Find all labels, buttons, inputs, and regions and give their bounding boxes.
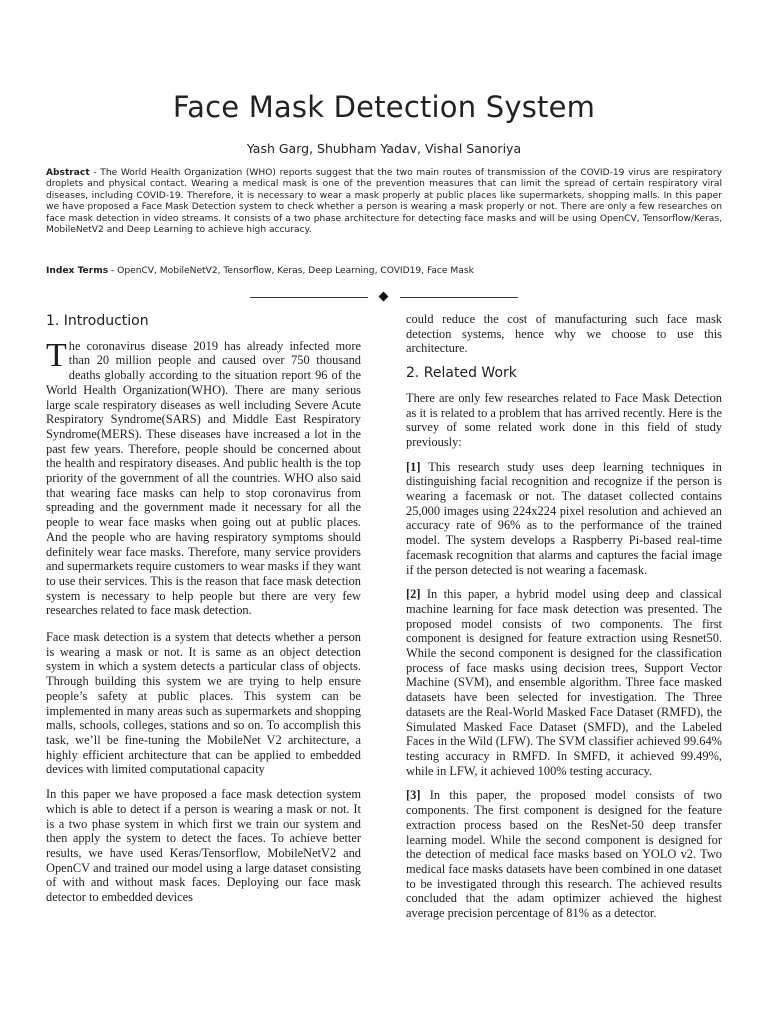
intro-paragraph-1 — [46, 336, 361, 618]
intro-continuation: could reduce the cost of manufacturing such face mask detection systems, hence why we choose to use this architecture. — [406, 312, 722, 356]
reference-1-text: This research study uses deep learning techniques in distinguishing facial recognition and recognize if the person is wearing a facemask or not. The dataset collected contains 25,000 images using 224x224 pixel resolution and achieved an accuracy rate of 96% as to the performance of the trained model. The system develops a Raspberry Pi-based real-time facemask recognition that alarms and captures the facial image if the person detected is not wearing a facemask. — [406, 459, 722, 577]
intro-paragraph-2: Face mask detection is a system that detects whether a person is wearing a mask or not. It is same as an object detection system in which a system detects a particular class of objects. Through building this system we are trying to help ensure people’s safety at public places. This system can be implemented in many areas such as supermarkets and shopping malls, schools, colleges, stations and so on. To accomplish this task, we’ll be fine-tuning the MobileNet V2 architecture, a highly efficient architecture that can be applied to embedded devices with limited computational capacity — [46, 630, 361, 777]
related-work-intro: There are only few researches related to Face Mask Detection as it is related to a problem that has arrived recently. Here is the survey of some related work done in this field of study previously: — [406, 390, 722, 449]
intro-paragraph-1-text: he coronavirus disease 2019 has already infected more than 20 million people and caused over 750 thousand deaths globally according to the situation report 96 of the World Health Organization(WHO). There are many serious large scale respiratory diseases as well including Severe Acute Respiratory Syndrome(SARS) and Middle East Respiratory Syndrome(MERS). These diseases have increased a lot in the past few years. Therefore, people should be concerned about the health and respiratory diseases. And public health is the top priority of the government of all the countries. WHO also said that wearing face masks can help to stop coronavirus from spreading and the government made it necessary for all the people to wear face masks when going out at public places. And the people who are having respiratory symptoms should definitely wear face masks. Therefore, many service providers and supermarkets require customers to wear masks if they want to use their services. This is the reason that face mask detection system is necessary to help people but there are very few researches related to face mask detection. — [46, 338, 361, 618]
index-terms-label: Index Terms — [46, 266, 109, 276]
reference-1 — [406, 460, 722, 578]
intro-paragraph-3: In this paper we have proposed a face mask detection system which is able to detect if a person is wearing a mask or not. It is a two phase system in which first we train our system and then apply the system to detect the faces. To achieve better results, we have used Keras/Tensorflow, MobileNetV2 and OpenCV and trained our model using a large dataset consisting of with and without mask faces. Deploying our face mask detector to embedded devices — [46, 787, 361, 905]
reference-3-label: [3] — [406, 788, 421, 803]
reference-1-label: [1] — [406, 459, 421, 474]
diamond-icon — [379, 292, 389, 302]
reference-2 — [406, 587, 722, 778]
paper-title: Face Mask Detection System — [172, 90, 596, 124]
left-column — [46, 310, 361, 915]
drop-cap: T — [46, 336, 67, 374]
reference-3-text: In this paper, the proposed model consists of two components. The first component is designed for the feature extraction process based on the ResNet-50 deep transfer learning model. While the second component is designed for the detection of medical face masks based on YOLO v2. Two medical face masks datasets have been combined in one dataset to be investigated through this research. The achieved results concluded that the adam optimizer achieved the highest average precision percentage of 81% as a detector. — [406, 788, 722, 921]
reference-2-text: In this paper, a hybrid model using deep and classical machine learning for face mask detection was presented. The proposed model consists of two components. The first component is designed for feature extraction using Resnet50. While the second component is designed for the classification process of face masks using decision trees, Support Vector Machine (SVM), and ensemble algorithm. Three face masked datasets have been selected for investigation. The Three datasets are the Real-World Masked Face Dataset (RMFD), the Simulated Masked Face Dataset (SMFD), and the Labeled Faces in the Wild (LFW). The SVM classifier achieved 99.64% testing accuracy in RMFD. In SMFD, it achieved 99.49%, while in LFW, it achieved 100% testing accuracy. — [406, 587, 722, 778]
paper-authors: Yash Garg, Shubham Yadav, Vishal Sanoriya — [246, 141, 522, 156]
section-divider — [250, 290, 518, 304]
abstract-label: Abstract — [46, 168, 90, 178]
index-terms — [46, 266, 722, 277]
abstract — [46, 168, 722, 236]
divider-line-left — [250, 297, 368, 298]
right-column — [406, 312, 722, 931]
reference-2-label: [2] — [406, 587, 421, 602]
abstract-text: - The World Health Organization (WHO) reports suggest that the two main routes of transmission of the COVID-19 virus are respiratory droplets and physical contact. Wearing a medical mask is one of the prevention measures that can limit the spread of certain respiratory viral diseases, including COVID-19. Therefore, it is necessary to wear a mask properly at public places like supermarkets, shopping malls. In this paper we have proposed a Face Mask Detection system to check whether a person is wearing a mask properly or not. There are only a few researches on face mask detection in video streams. It consists of a two phase architecture for detecting face masks and will be using OpenCV, Tensorflow/Keras, MobileNetV2 and Deep Learning to achieve high accuracy. — [46, 168, 722, 236]
divider-line-right — [400, 297, 518, 298]
related-work-heading: 2. Related Work — [406, 365, 517, 382]
introduction-heading: 1. Introduction — [46, 313, 149, 329]
reference-3 — [406, 788, 722, 920]
index-terms-text: - OpenCV, MobileNetV2, Tensorflow, Keras, Deep Learning, COVID19, Face Mask — [108, 266, 474, 276]
